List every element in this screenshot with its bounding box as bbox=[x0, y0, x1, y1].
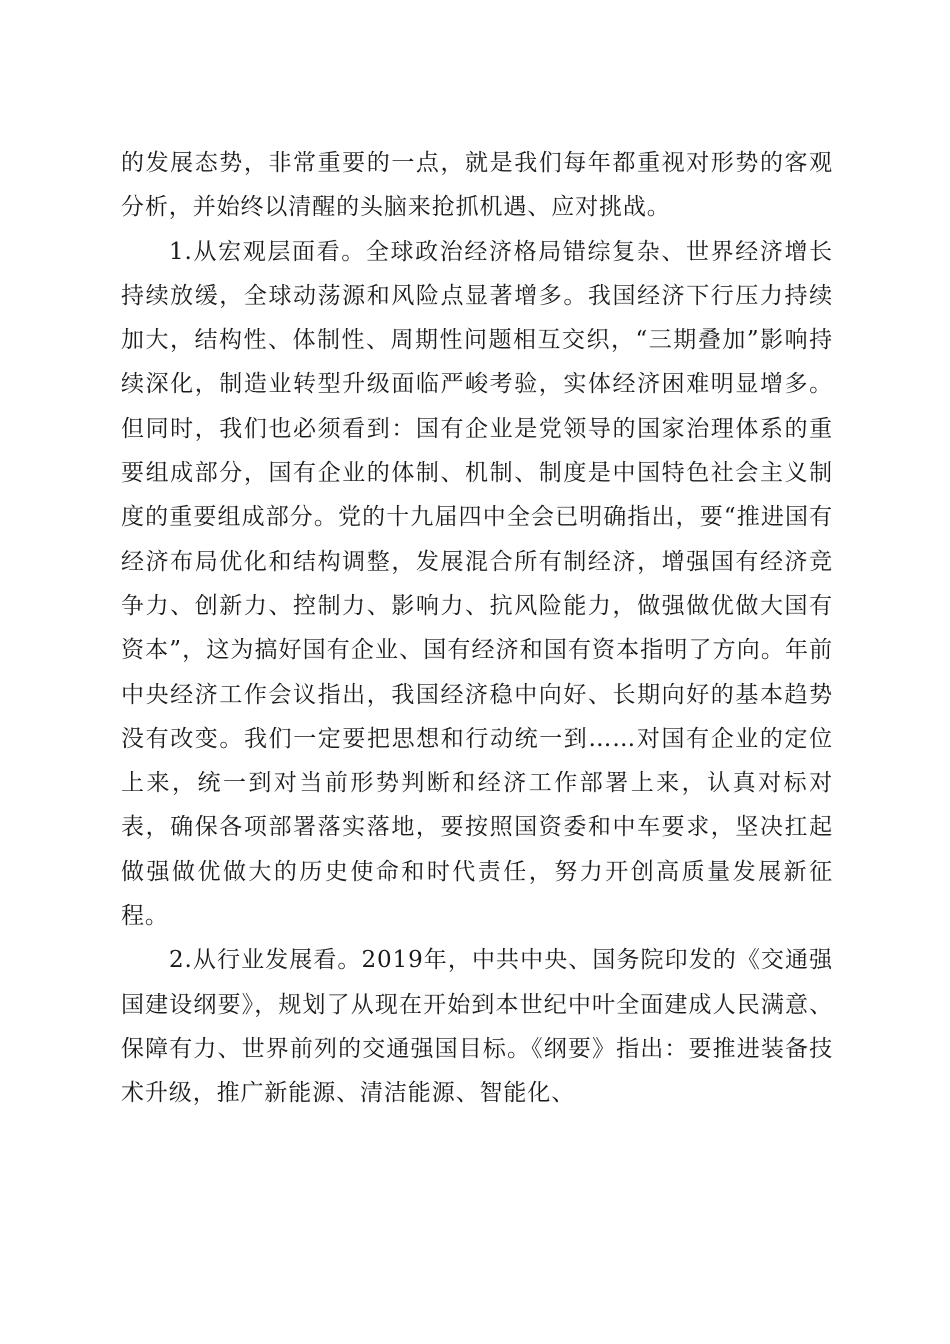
paragraph-continuation: 的发展态势，非常重要的一点，就是我们每年都重视对形势的客观分析，并始终以清醒的头脑来抢抓机遇、应对挑战。 bbox=[121, 150, 833, 221]
paragraph-industry-development: 2.从行业发展看。2019年，中共中央、国务院印发的《交通强国建设纲要》，规划了从现在开始到本世纪中叶全面建成人民满意、保障有力、世界前列的交通强国目标。《纲要》指出：要推进装备技术升级，推广新能源、清洁能源、智能化、 bbox=[121, 947, 833, 1107]
body-text bbox=[121, 141, 833, 1116]
paragraph-macro-level: 1.从宏观层面看。全球政治经济格局错综复杂、世界经济增长持续放缓，全球动荡源和风险点显著增多。我国经济下行压力持续加大，结构性、体制性、周期性问题相互交织，“三期叠加”影响持续深化，制造业转型升级面临严峻考验，实体经济困难明显增多。但同时，我们也必须看到：国有企业是党领导的国家治理体系的重要组成部分，国有企业的体制、机制、制度是中国特色社会主义制度的重要组成部分。党的十九届四中全会已明确指出，要“推进国有经济布局优化和结构调整，发展混合所有制经济，增强国有经济竞争力、创新力、控制力、影响力、抗风险能力，做强做优做大国有资本”，这为搞好国有企业、国有经济和国有资本指明了方向。年前中央经济工作会议指出，我国经济稳中向好、长期向好的基本趋势没有改变。我们一定要把思想和行动统一到……对国有企业的定位上来，统一到对当前形势判断和经济工作部署上来，认真对标对表，确保各项部署落实落地，要按照国资委和中车要求，坚决扛起做强做优做大的历史使命和时代责任，努力开创高质量发展新征程。 bbox=[121, 238, 833, 930]
